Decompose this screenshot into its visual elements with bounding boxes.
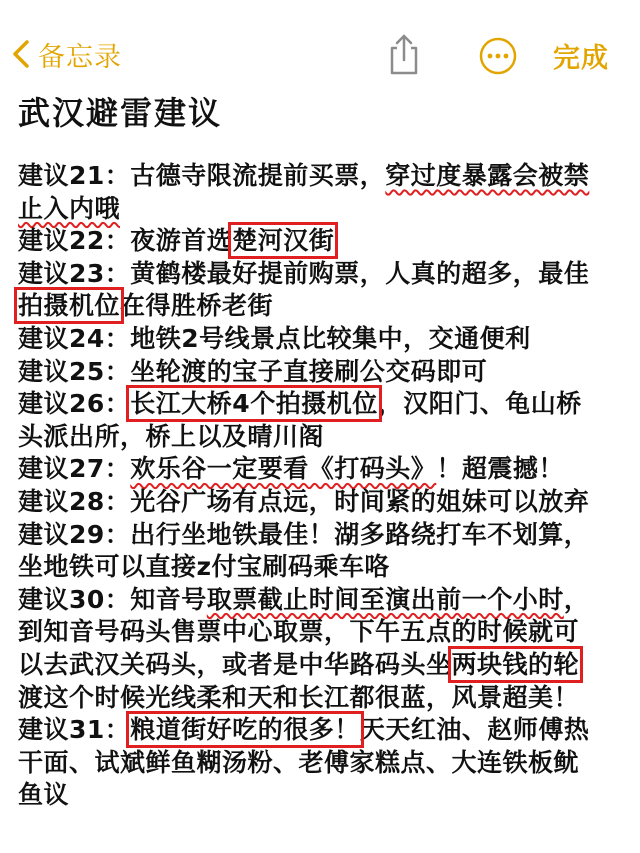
text-segment: 建议27： xyxy=(18,454,131,484)
more-icon[interactable] xyxy=(478,36,518,76)
note-line xyxy=(18,356,628,389)
note-line xyxy=(18,584,628,617)
boxed-highlight: 楚河汉街 xyxy=(232,226,335,256)
text-segment: 建议26： xyxy=(18,389,131,419)
note-line xyxy=(18,649,628,682)
underlined-text: 穿过度暴露会被禁 xyxy=(385,161,590,190)
boxed-highlight: 两块钱的轮 xyxy=(451,649,580,679)
note-line xyxy=(18,193,628,226)
text-segment: ！超震撼！ xyxy=(436,454,564,484)
note-line xyxy=(18,682,628,715)
text-segment: 建议30：知音号 xyxy=(18,584,207,614)
note-title: 武汉避雷建议 xyxy=(18,94,223,132)
underlined-text: 取票截止时间至演出前一个小时 xyxy=(206,584,564,614)
text-segment: 建议25：坐轮渡的宝子直接刷公交码即可 xyxy=(18,356,488,386)
done-button[interactable]: 完成 xyxy=(553,43,609,74)
text-segment: 建议31： xyxy=(18,715,131,745)
note-line xyxy=(18,551,628,584)
boxed-highlight: 长江大桥4个拍摄机位 xyxy=(130,389,378,419)
note-line xyxy=(18,160,628,193)
note-line xyxy=(18,258,628,291)
underlined-text: 欢乐谷一定要看《打码头》 xyxy=(130,454,437,484)
underlined-text: 止入内哦 xyxy=(18,193,121,223)
text-segment: 头派出所，桥上以及晴川阁 xyxy=(18,421,325,451)
text-segment: 建议24：地铁2号线景点比较集中，交通便利 xyxy=(18,323,531,353)
note-line xyxy=(18,747,628,780)
note-line xyxy=(18,290,628,323)
note-line xyxy=(18,323,628,356)
note-body[interactable] xyxy=(18,160,628,812)
text-segment: 鱼议 xyxy=(18,780,70,810)
note-line xyxy=(18,519,628,552)
text-segment: 建议28：光谷广场有点远，时间紧的姐妹可以放弃 xyxy=(18,486,590,516)
text-segment: 建议22：夜游首选 xyxy=(18,226,233,256)
note-line xyxy=(18,388,628,421)
note-line xyxy=(18,453,628,486)
text-segment: 天天红油、赵师傅热 xyxy=(359,715,590,745)
note-line xyxy=(18,421,628,454)
text-segment: 以去武汉关码头，或者是中华路码头坐 xyxy=(18,649,452,679)
note-line xyxy=(18,486,628,519)
back-label: 备忘录 xyxy=(38,41,122,73)
share-icon[interactable] xyxy=(384,32,424,76)
text-segment: 建议23：黄鹤楼最好提前购票，人真的超多，最佳 xyxy=(18,258,590,288)
boxed-highlight: 粮道街好吃的很多！ xyxy=(130,715,360,745)
text-segment: 坐地铁可以直接z付宝刷码乘车咯 xyxy=(18,552,391,582)
note-line xyxy=(18,616,628,649)
chevron-left-icon xyxy=(12,39,30,69)
text-segment: ， xyxy=(563,584,590,614)
note-line xyxy=(18,225,628,258)
text-segment: 渡这个时候光线柔和天和长江都很蓝，风景超美！ xyxy=(18,682,580,712)
boxed-highlight: 拍摄机位 xyxy=(18,291,121,321)
text-segment: 建议21：古德寺限流提前买票， xyxy=(18,161,386,190)
text-segment: ，汉阳门、龟山桥 xyxy=(377,389,582,419)
back-button[interactable] xyxy=(12,34,122,74)
text-segment: 建议29：出行坐地铁最佳！湖多路绕打车不划算， xyxy=(18,519,590,549)
note-line xyxy=(18,714,628,747)
note-line xyxy=(18,779,628,812)
text-segment: 在得胜桥老街 xyxy=(120,291,274,321)
text-segment: 干面、试斌鲜鱼糊汤粉、老傅家糕点、大连铁板鱿 xyxy=(18,747,580,777)
text-segment: 到知音号码头售票中心取票，下午五点的时候就可 xyxy=(18,617,580,647)
